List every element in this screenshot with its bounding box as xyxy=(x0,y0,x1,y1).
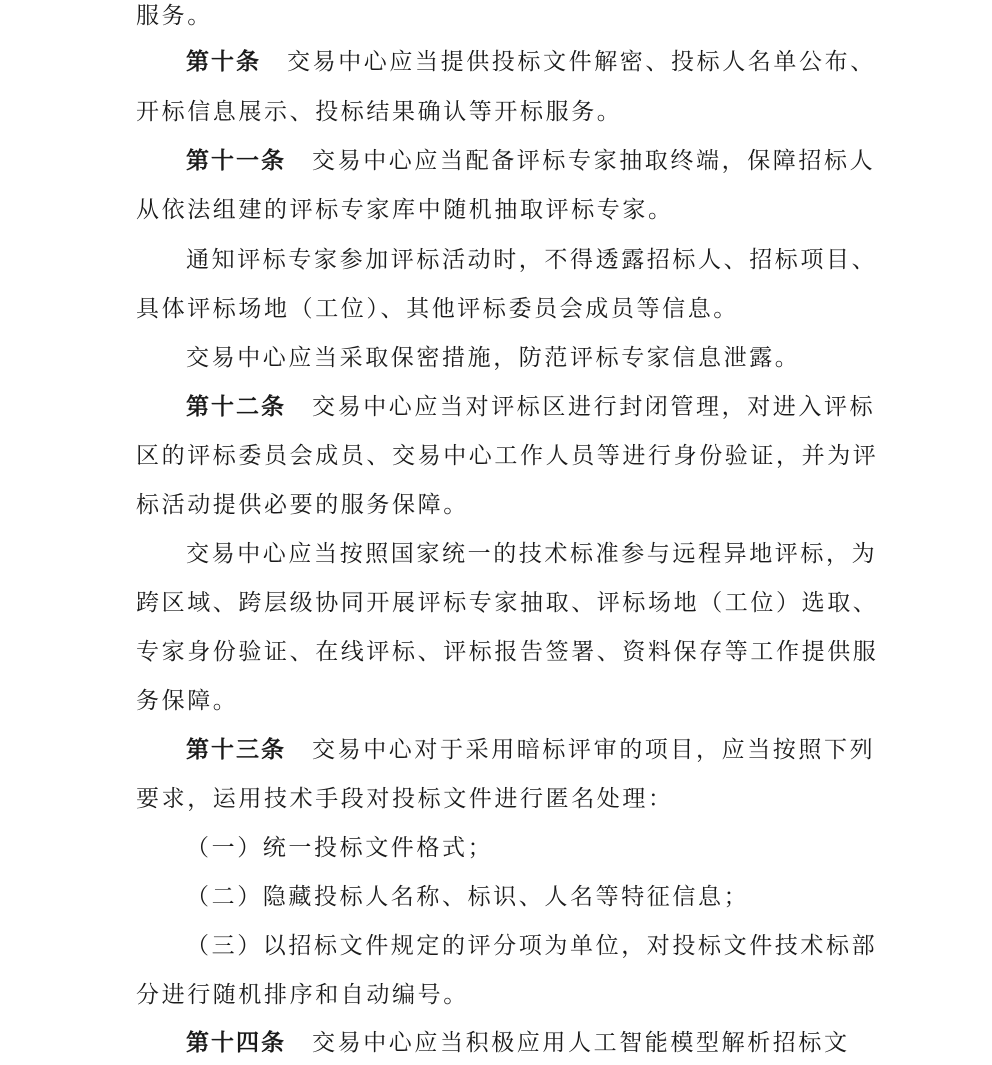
line-text: 要求，运用技术手段对投标文件进行匿名处理： xyxy=(136,786,674,812)
line-text: （二）隐藏投标人名称、标识、人名等特征信息； xyxy=(186,884,750,910)
article-line xyxy=(186,730,876,770)
line-text: 务保障。 xyxy=(136,688,239,714)
text-line xyxy=(136,583,879,623)
text-line xyxy=(136,0,862,36)
text-line xyxy=(136,289,862,329)
text-line xyxy=(186,338,862,378)
article-heading: 第十四条 xyxy=(186,1030,286,1056)
line-text: （一）统一投标文件格式； xyxy=(186,835,494,861)
text-line xyxy=(136,190,862,230)
line-text: 开标信息展示、投标结果确认等开标服务。 xyxy=(136,99,623,125)
line-text: 分进行随机排序和自动编号。 xyxy=(136,982,469,1008)
line-text: 交易中心应当对评标区进行封闭管理，对进入评标 xyxy=(312,394,876,420)
text-line xyxy=(186,240,878,280)
line-text: （三）以招标文件规定的评分项为单位，对投标文件技术标部 xyxy=(186,933,878,959)
line-text: 具体评标场地（工位）、其他评标委员会成员等信息。 xyxy=(136,296,739,322)
list-item xyxy=(186,877,862,917)
line-text: 服务。 xyxy=(136,3,213,29)
article-line xyxy=(186,387,876,427)
article-line xyxy=(186,1023,862,1063)
list-item xyxy=(186,828,862,868)
line-text: 跨区域、跨层级协同开展评标专家抽取、评标场地（工位）选取、 xyxy=(136,590,879,616)
text-line xyxy=(136,779,862,819)
article-line xyxy=(186,42,876,82)
line-text: 标活动提供必要的服务保障。 xyxy=(136,492,469,518)
line-text: 交易中心应当配备评标专家抽取终端，保障招标人 xyxy=(312,148,876,174)
text-line xyxy=(136,681,862,721)
line-text: 交易中心应当按照国家统一的技术标准参与远程异地评标，为 xyxy=(186,541,878,567)
article-heading: 第十条 xyxy=(186,49,261,75)
line-text: 专家身份验证、在线评标、评标报告签署、资料保存等工作提供服 xyxy=(136,639,879,665)
text-line xyxy=(136,485,862,525)
line-text: 区的评标委员会成员、交易中心工作人员等进行身份验证，并为评 xyxy=(136,443,879,469)
text-line xyxy=(136,92,862,132)
line-text: 交易中心应当提供投标文件解密、投标人名单公布、 xyxy=(287,49,876,75)
article-heading: 第十一条 xyxy=(186,148,286,174)
line-text: 通知评标专家参加评标活动时，不得透露招标人、招标项目、 xyxy=(186,247,878,273)
line-text: 交易中心应当采取保密措施，防范评标专家信息泄露。 xyxy=(186,345,801,371)
line-text: 从依法组建的评标专家库中随机抽取评标专家。 xyxy=(136,197,674,223)
article-heading: 第十三条 xyxy=(186,737,286,763)
line-text: 交易中心应当积极应用人工智能模型解析招标文 xyxy=(312,1030,850,1056)
article-line xyxy=(186,141,876,181)
text-line xyxy=(186,534,878,574)
line-text: 交易中心对于采用暗标评审的项目，应当按照下列 xyxy=(312,737,876,763)
text-line xyxy=(136,632,879,672)
text-line xyxy=(136,975,862,1015)
list-item xyxy=(186,926,878,966)
text-line xyxy=(136,436,879,476)
article-heading: 第十二条 xyxy=(186,394,286,420)
